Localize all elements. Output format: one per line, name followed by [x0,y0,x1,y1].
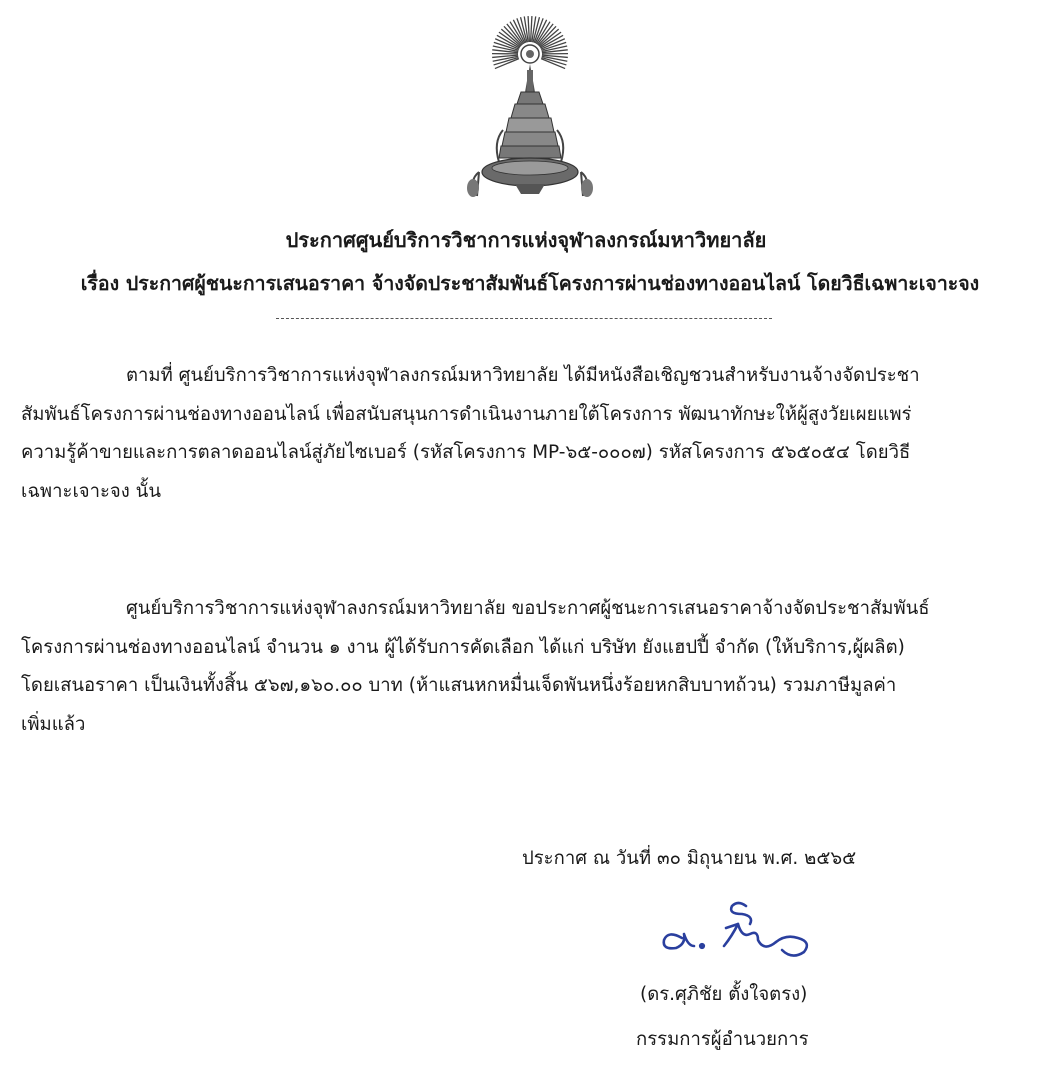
announce-date: ประกาศ ณ วันที่ ๓๐ มิถุนายน พ.ศ. ๒๕๖๕ [522,848,857,869]
signatory-name: (ดร.ศุภิชัย ตั้งใจตรง) [640,984,808,1005]
signatory-title: กรรมการผู้อำนวยการ [636,1029,809,1050]
title-line-1: ประกาศศูนย์บริการวิชาการแห่งจุฬาลงกรณ์มหาวิทยาลัย [285,228,767,252]
paragraph-1-line: ตามที่ ศูนย์บริการวิชาการแห่งจุฬาลงกรณ์มหาวิทยาลัย ได้มีหนังสือเชิญชวนสำหรับงานจ้างจัดประชา [126,365,920,386]
paragraph-1-line: เฉพาะเจาะจง นั้น [21,480,161,502]
paragraph-2 [21,590,1033,744]
title-line-2: เรื่อง ประกาศผู้ชนะการเสนอราคา จ้างจัดประชาสัมพันธ์โครงการผ่านช่องทางออนไลน์ โดยวิธีเฉพาะเจาะจง [80,272,980,295]
paragraph-2-line: เพิ่มแล้ว [21,713,86,735]
paragraph-2-line: ศูนย์บริการวิชาการแห่งจุฬาลงกรณ์มหาวิทยาลัย ขอประกาศผู้ชนะการเสนอราคาจ้างจัดประชาสัมพันธ์ [126,598,930,619]
paragraph-1 [21,357,1033,511]
paragraph-1-line: สัมพันธ์โครงการผ่านช่องทางออนไลน์ เพื่อสนับสนุนการดำเนินงานภายใต้โครงการ พัฒนาทักษะให้ผู้สูงวัยเผยแพร่ [21,403,912,425]
chula-emblem-icon [455,12,605,212]
divider [276,318,772,319]
paragraph-1-line: ความรู้ค้าขายและการตลาดออนไลน์สู่ภัยไซเบอร์ (รหัสโครงการ MP-๖๕-๐๐๐๗) รหัสโครงการ ๕๖๕๐๕๔ โดยวิธี [21,442,911,464]
paragraph-2-line: โครงการผ่านช่องทางออนไลน์ จำนวน ๑ งาน ผู้ได้รับการคัดเลือก ได้แก่ บริษัท ยังแฮปปี้ จำกัด (ให้บริการ,ผู้ผลิต) [21,636,905,658]
signature-icon [654,894,824,966]
paragraph-2-line: โดยเสนอราคา เป็นเงินทั้งสิ้น ๕๖๗,๑๖๐.๐๐ บาท (ห้าแสนหกหมื่นเจ็ดพันหนึ่งร้อยหกสิบบาทถ้วน) รวมภาษีมูลค่า [21,675,897,697]
